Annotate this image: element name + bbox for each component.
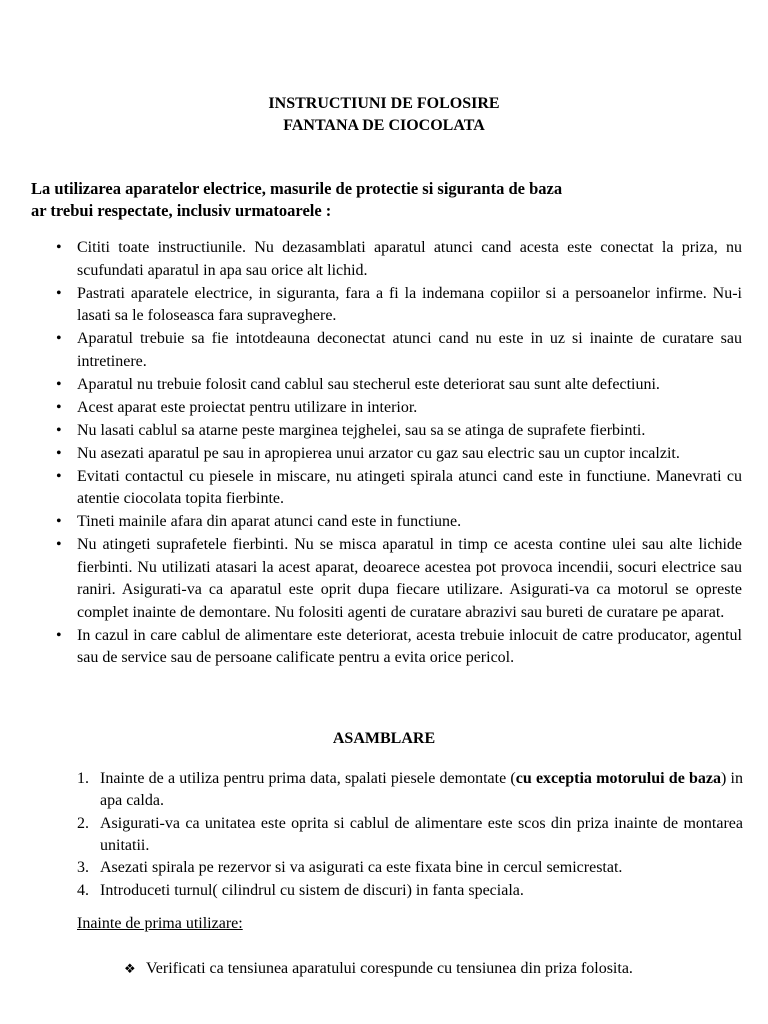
intro-line1: La utilizarea aparatelor electrice, masurile de protectie si siguranta de baza: [31, 179, 563, 198]
list-item: 3. Asezati spirala pe rezervor si va asigurati ca este fixata bine in cercul semicrestat.: [77, 857, 743, 879]
list-item: 1. Inainte de a utiliza pentru prima data, spalati piesele demontate (cu exceptia motorului de baza) in apa calda.: [77, 770, 744, 809]
list-item: • Evitati contactul cu piesele in miscare, nu atingeti spirala atunci cand este in functiune. Manevrati cu atentie ciocolata topita fierbinte.: [56, 467, 742, 507]
list-item: • Tineti mainile afara din aparat atunci cand este in functiune.: [50, 511, 742, 534]
list-item: • Nu lasati cablul sa atarne peste marginea tejghelei, sau sa se atinga de suprafete fierbinti.: [50, 420, 742, 443]
intro-paragraph: [31, 178, 751, 222]
bullet-icon: •: [56, 536, 62, 553]
step-number: 4.: [77, 881, 89, 899]
bullet-icon: •: [56, 239, 62, 256]
step-number: 2.: [77, 814, 89, 832]
safety-list: [50, 237, 742, 670]
bullet-icon: •: [56, 513, 62, 530]
diamond-bullet-icon: ❖: [124, 961, 136, 976]
bullet-icon: •: [56, 444, 62, 462]
bullet-icon: •: [56, 421, 62, 439]
list-item: • Acest aparat este proiectat pentru utilizare in interior.: [50, 397, 742, 420]
list-item: • Cititi toate instructiunile. Nu dezasamblati aparatul atunci cand acesta este conectat la priza, nu scufundati aparatul in apa sau orice alt lichid.: [56, 239, 742, 279]
list-item: • Aparatul nu trebuie folosit cand cablul sau stecherul este deteriorat sau sunt alte defectiuni.: [50, 374, 742, 397]
list-item: • In cazul in care cablul de alimentare este deteriorat, acesta trebuie inlocuit de catre producator, agentul sau de service sau de persoane calificate pentru a evita orice pericol.: [56, 626, 742, 666]
assembly-steps: [77, 768, 743, 902]
intro-line2: ar trebui respectate, inclusiv urmatoarele :: [31, 201, 332, 220]
list-item: • Pastrati aparatele electrice, in siguranta, fara a fi la indemana copiilor si a persoanelor infirme. Nu-i lasati sa le foloseasca fara supraveghere.: [56, 284, 742, 324]
first-use-item: ❖ Verificati ca tensiunea aparatului corespunde cu tensiunea din priza folosita.: [124, 958, 633, 980]
bold-emphasis: cu exceptia motorului de baza: [515, 770, 722, 787]
bullet-icon: •: [56, 626, 62, 644]
list-item: • Nu asezati aparatul pe sau in apropierea unui arzator cu gaz sau electric sau un cuptor incalzit.: [50, 443, 742, 466]
list-item: • Nu atingeti suprafetele fierbinti. Nu se misca aparatul in timp ce acesta contine ulei sau alte lichide fierbinti. Nu utilizati atasari la acest aparat, deoarece acestea pot provoca incendii, socuri electrice sau raniri. Asigurati-va ca aparatul este oprit dupa fiecare utilizare. Asigurati-va ca motorul se opreste complet inainte de demontare. Nu folositi agenti de curatare abrazivi sau bureti de curatare pe aparat.: [56, 536, 742, 621]
document-title-line1: INSTRUCTIUNI DE FOLOSIRE: [268, 95, 500, 112]
bullet-icon: •: [56, 398, 62, 416]
assembly-heading: ASAMBLARE: [332, 730, 436, 747]
step-number: 3.: [77, 859, 89, 876]
bullet-icon: •: [56, 467, 62, 485]
list-item: • Aparatul trebuie sa fie intotdeauna deconectat atunci cand nu este in uz si inainte de curatare sau intretinere.: [56, 330, 742, 370]
list-item: 2. Asigurati-va ca unitatea este oprita si cablul de alimentare este scos din priza inainte de montarea unitatii.: [77, 814, 743, 854]
step-number: 1.: [77, 770, 89, 787]
bullet-icon: •: [56, 375, 62, 393]
first-use-heading: Inainte de prima utilizare:: [77, 915, 243, 932]
list-item: 4. Introduceti turnul( cilindrul cu sistem de discuri) in fanta speciala.: [77, 880, 743, 902]
document-title-line2: FANTANA DE CIOCOLATA: [283, 117, 485, 134]
bullet-icon: •: [56, 330, 62, 347]
bullet-icon: •: [56, 284, 62, 302]
